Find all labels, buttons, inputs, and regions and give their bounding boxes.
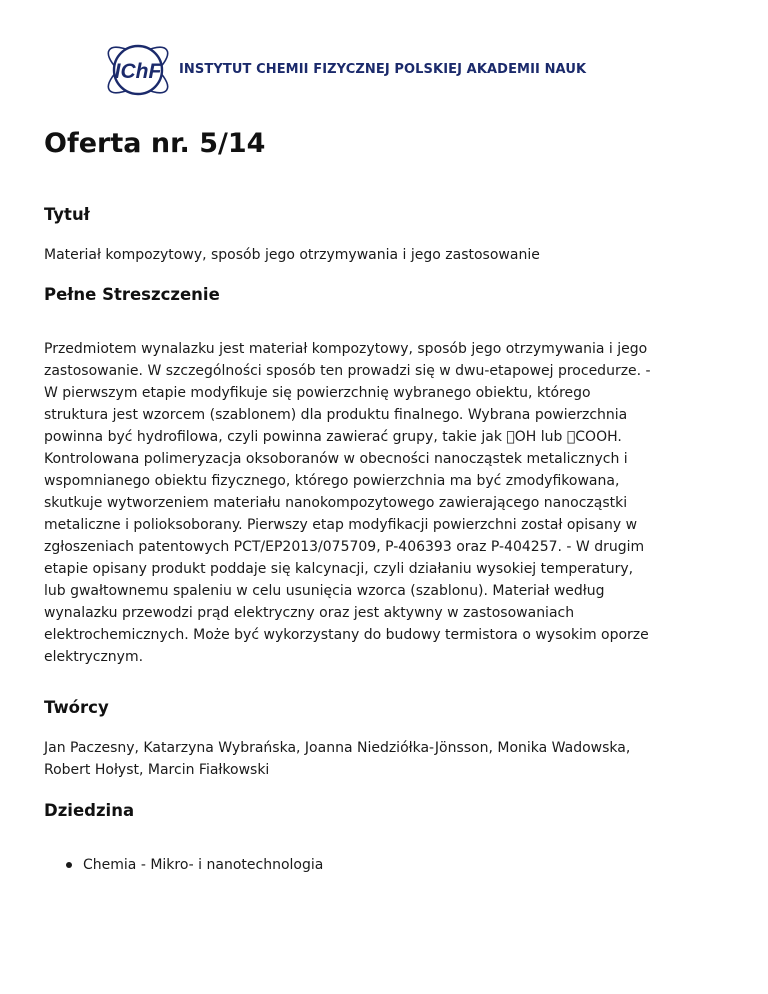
abstract-line: wspomnianego obiektu fizycznego, którego powierzchnia ma być zmodyfikowana, (44, 473, 620, 489)
bullet-icon (66, 862, 72, 868)
abstract-line: Kontrolowana polimeryzacja oksoboranów w obecności nanocząstek metalicznych i (44, 451, 628, 467)
creators-line: Robert Hołyst, Marcin Fiałkowski (44, 762, 270, 778)
header (100, 38, 176, 102)
abstract-line: metaliczne i polioksoborany. Pierwszy etap modyfikacji powierzchni został opisany w (44, 517, 638, 533)
abstract-line: zgłoszeniach patentowych PCT/EP2013/075709, P-406393 oraz P-404257. - W drugim (44, 539, 645, 555)
field-heading: Dziedzina (44, 801, 135, 820)
abstract-line: etapie opisany produkt poddaje się kalcynacji, czyli działaniu wysokiej temperatury, (44, 561, 634, 577)
title-value: Materiał kompozytowy, sposób jego otrzymywania i jego zastosowanie (44, 247, 540, 263)
abstract-text (44, 338, 734, 668)
field-item-label: Chemia - Mikro- i nanotechnologia (83, 857, 324, 873)
abstract-line: lub gwałtownemu spaleniu w celu usunięcia wzorca (szablonu). Materiał według (44, 583, 605, 599)
abstract-line: Przedmiotem wynalazku jest materiał kompozytowy, sposób jego otrzymywania i jego (44, 341, 648, 357)
ichf-logo (100, 38, 176, 102)
institute-name: INSTYTUT CHEMII FIZYCZNEJ POLSKIEJ AKADEMII NAUK (179, 62, 587, 77)
abstract-line: skutkuje wytworzeniem materiału nanokompozytowego zawierającego nanocząstki (44, 495, 628, 511)
title-heading: Tytuł (44, 205, 90, 224)
abstract-line: powinna być hydrofilowa, czyli powinna zawierać grupy, takie jak ￿OH lub ￿COOH. (44, 429, 622, 445)
abstract-line: elektrycznym. (44, 649, 144, 665)
page-title: Oferta nr. 5/14 (44, 128, 266, 159)
creators-heading: Twórcy (44, 698, 109, 717)
logo-text: IChF (114, 60, 162, 83)
abstract-line: wynalazku przewodzi prąd elektryczny oraz jest aktywny w zastosowaniach (44, 605, 575, 621)
field-list (64, 855, 323, 875)
abstract-line: elektrochemicznych. Może być wykorzystany do budowy termistora o wysokim oporze (44, 627, 649, 643)
creators-line: Jan Paczesny, Katarzyna Wybrańska, Joanna Niedziółka-Jönsson, Monika Wadowska, (44, 740, 631, 756)
abstract-line: struktura jest wzorcem (szablonem) dla produktu finalnego. Wybrana powierzchnia (44, 407, 628, 423)
creators-text (44, 737, 734, 781)
abstract-heading: Pełne Streszczenie (44, 285, 220, 304)
abstract-line: W pierwszym etapie modyfikuje się powierzchnię wybranego obiektu, którego (44, 385, 591, 401)
list-item (64, 855, 323, 875)
abstract-line: zastosowanie. W szczególności sposób ten prowadzi się w dwu-etapowej procedurze. - (44, 363, 651, 379)
